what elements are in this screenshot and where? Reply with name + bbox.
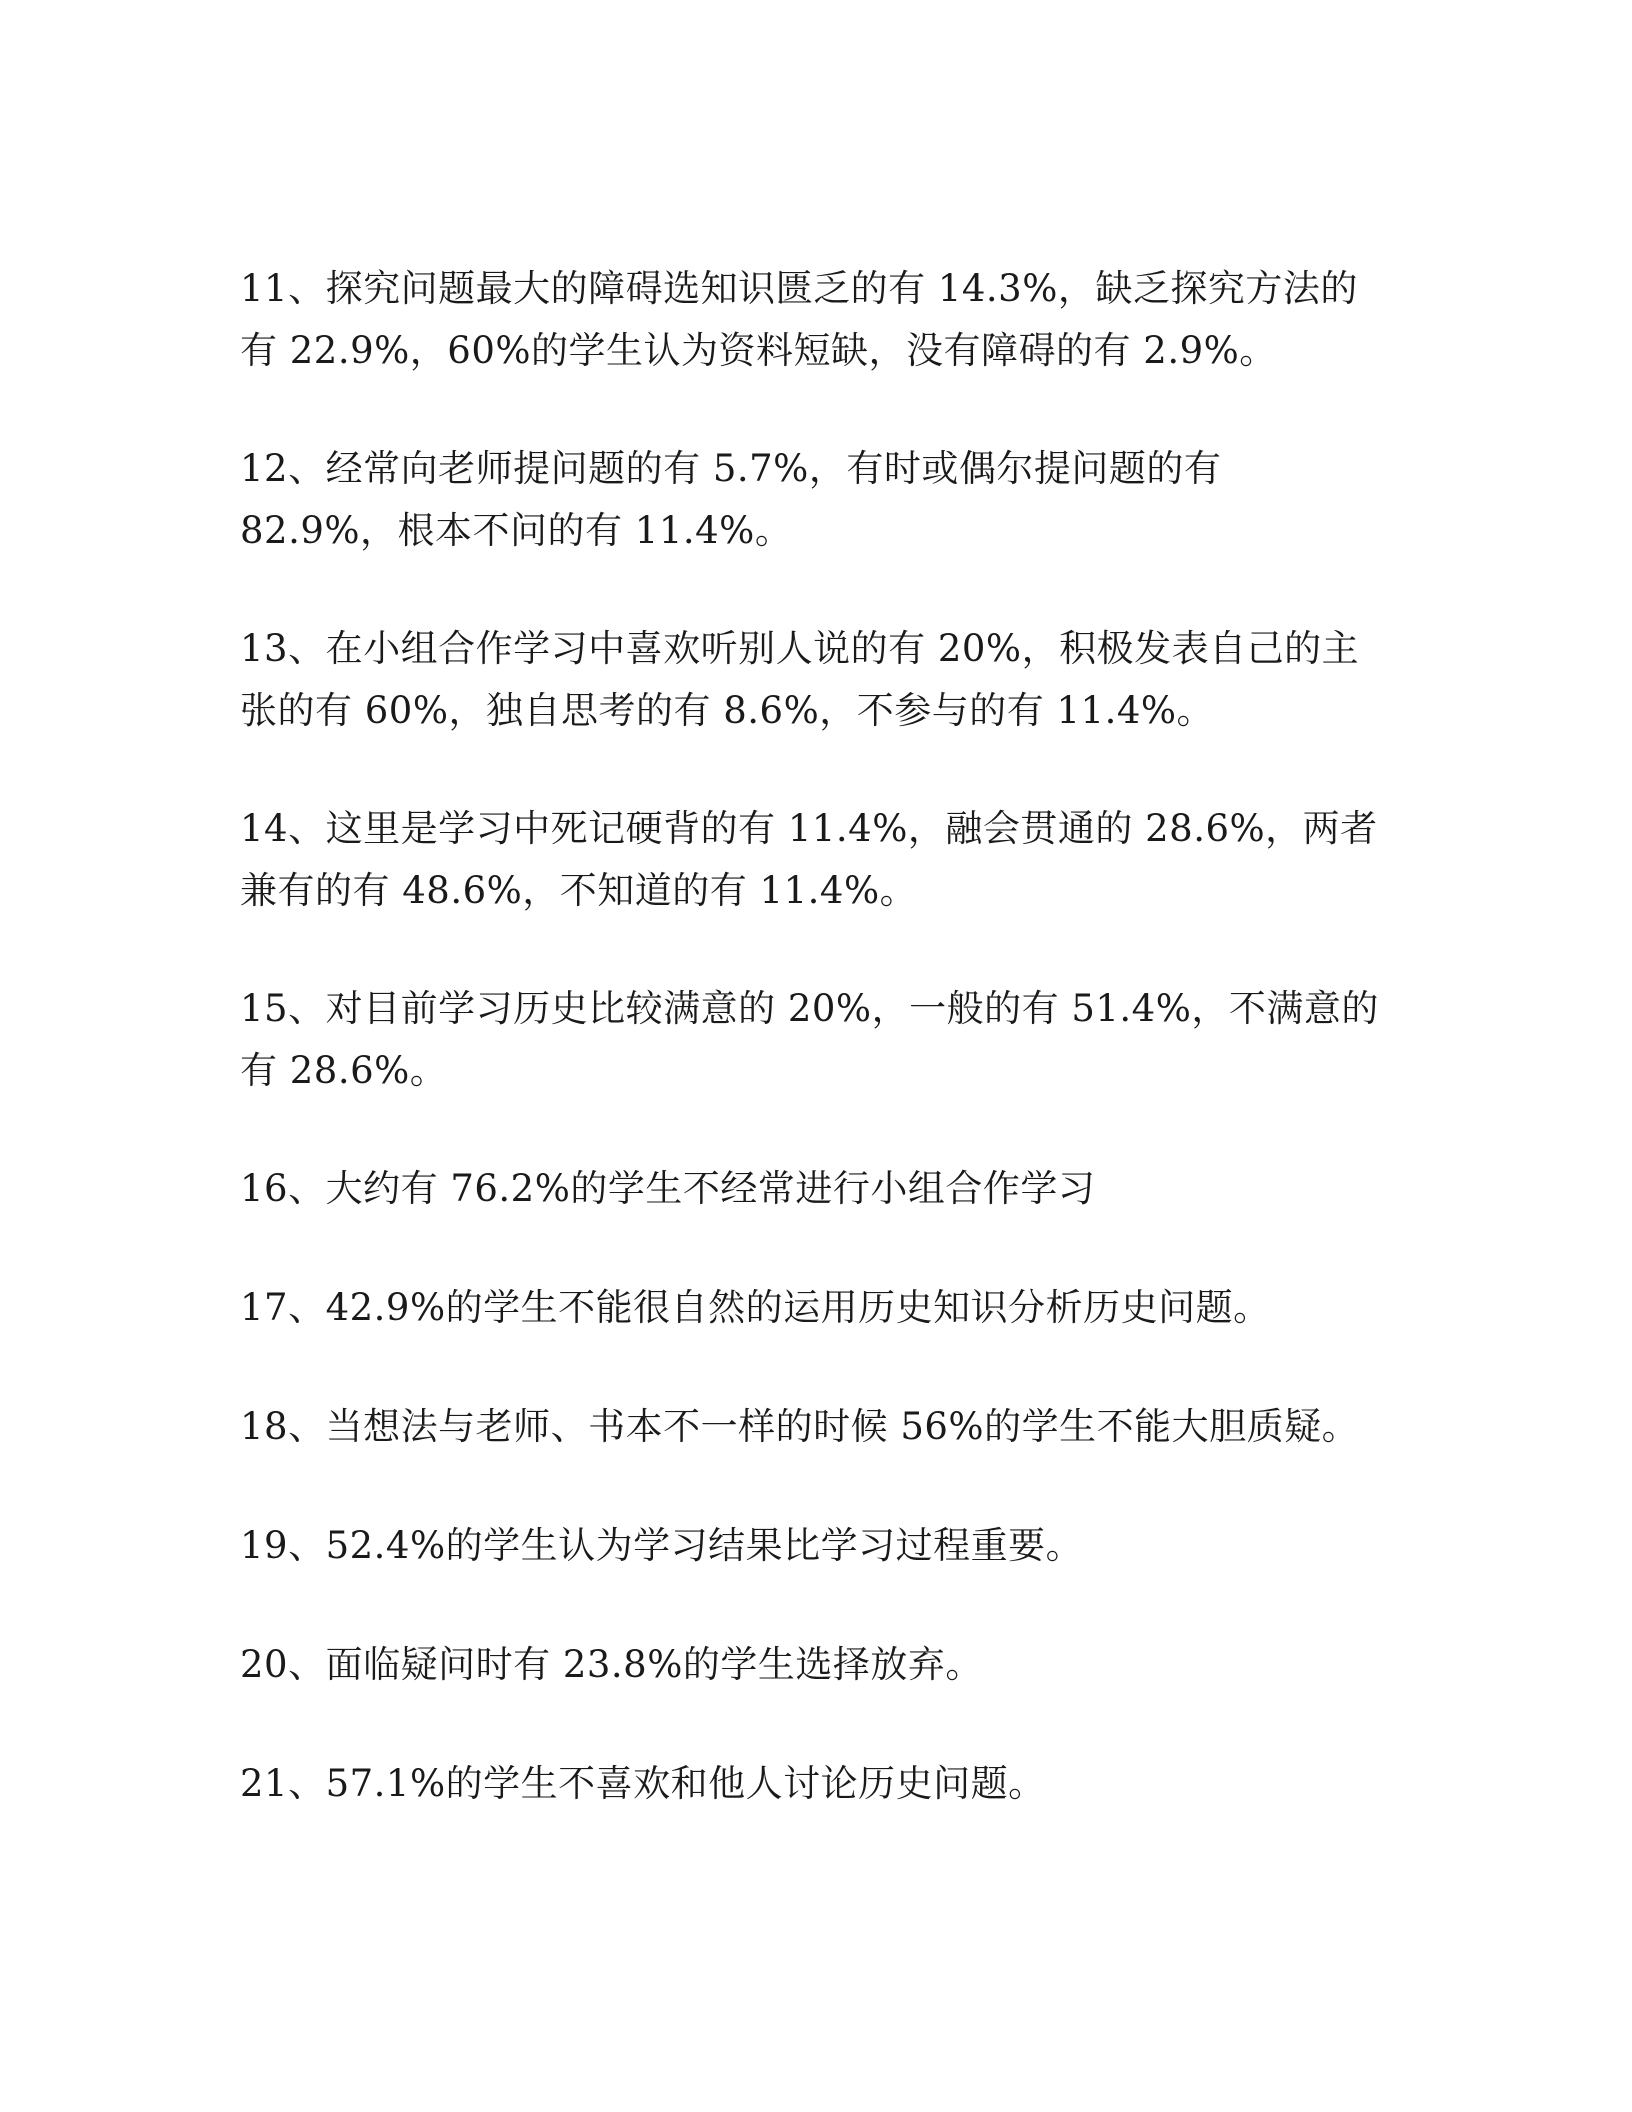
survey-item-line: 14、这里是学习中死记硬背的有 11.4%，融会贯通的 28.6%，两者 <box>240 807 1378 850</box>
survey-item-21 <box>240 1753 1400 1815</box>
survey-item-line: 20、面临疑问时有 23.8%的学生选择放弃。 <box>240 1643 983 1686</box>
survey-item-line: 19、52.4%的学生认为学习结果比学习过程重要。 <box>240 1524 1084 1567</box>
survey-item-line: 21、57.1%的学生不喜欢和他人讨论历史问题。 <box>240 1762 1046 1805</box>
survey-item-line: 15、对目前学习历史比较满意的 20%，一般的有 51.4%，不满意的 <box>240 987 1379 1030</box>
survey-item-12 <box>240 438 1400 562</box>
survey-item-line: 有 28.6%。 <box>240 1049 448 1092</box>
survey-item-17 <box>240 1277 1400 1339</box>
survey-item-18 <box>240 1396 1400 1458</box>
survey-item-line: 12、经常向老师提问题的有 5.7%，有时或偶尔提问题的有 <box>240 447 1222 490</box>
survey-item-19 <box>240 1515 1400 1577</box>
survey-item-13 <box>240 618 1400 742</box>
survey-item-line: 张的有 60%，独自思考的有 8.6%，不参与的有 11.4%。 <box>240 689 1215 732</box>
survey-item-line: 有 22.9%，60%的学生认为资料短缺，没有障碍的有 2.9%。 <box>240 329 1277 372</box>
survey-item-line: 11、探究问题最大的障碍选知识匮乏的有 14.3%，缺乏探究方法的 <box>240 267 1358 310</box>
survey-item-15 <box>240 978 1400 1102</box>
survey-item-line: 16、大约有 76.2%的学生不经常进行小组合作学习 <box>240 1167 1096 1210</box>
survey-item-line: 13、在小组合作学习中喜欢听别人说的有 20%，积极发表自己的主 <box>240 627 1360 670</box>
survey-item-line: 17、42.9%的学生不能很自然的运用历史知识分析历史问题。 <box>240 1286 1271 1329</box>
survey-item-line: 82.9%，根本不问的有 11.4%。 <box>240 509 793 552</box>
survey-item-line: 兼有的有 48.6%，不知道的有 11.4%。 <box>240 869 918 912</box>
survey-item-14 <box>240 798 1400 922</box>
survey-item-11 <box>240 258 1400 382</box>
survey-item-line: 18、当想法与老师、书本不一样的时候 56%的学生不能大胆质疑。 <box>240 1405 1360 1448</box>
survey-item-20 <box>240 1634 1400 1696</box>
survey-item-16 <box>240 1158 1400 1220</box>
survey-results-list <box>240 258 1400 1872</box>
